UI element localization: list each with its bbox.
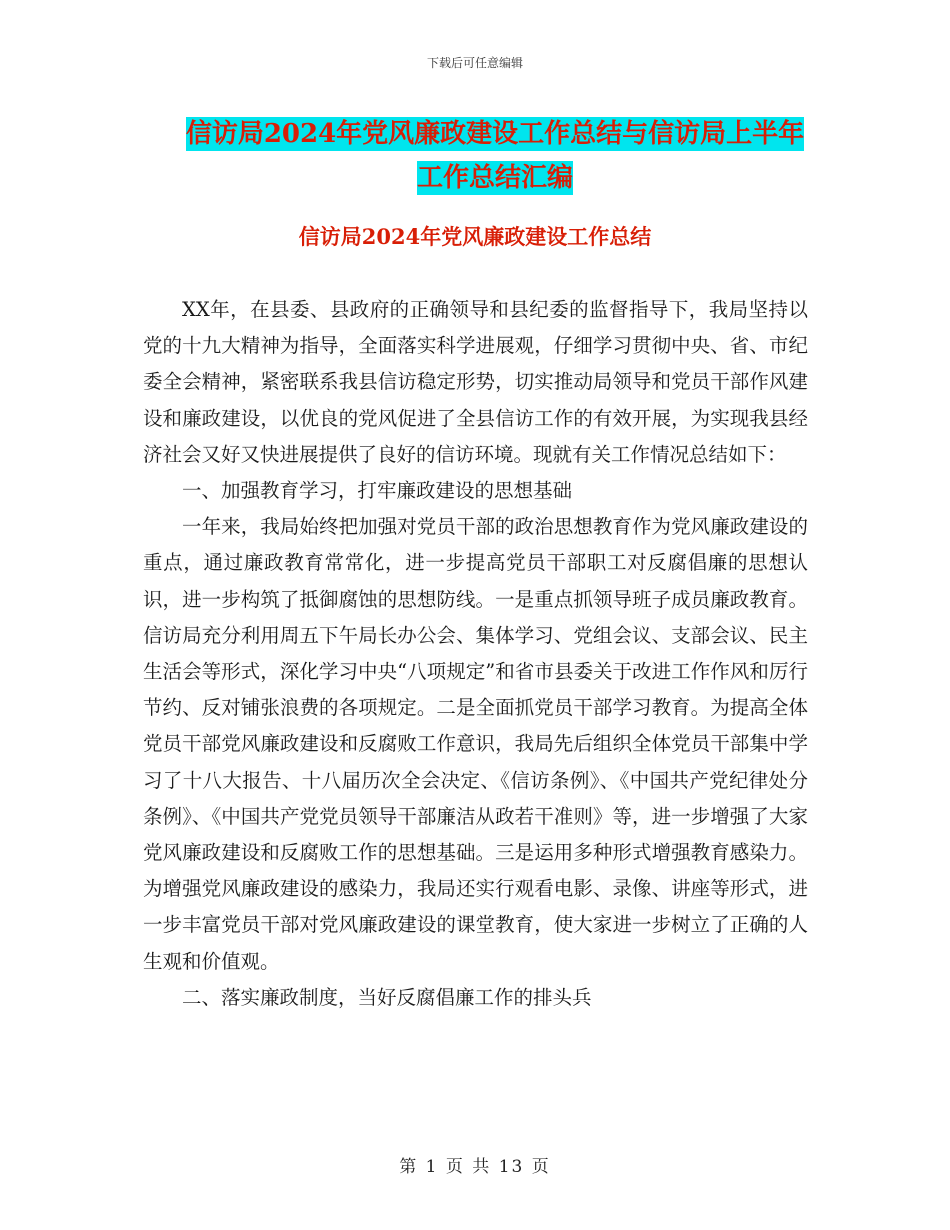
heading-section-2: 二、落实廉政制度，当好反腐倡廉工作的排头兵 — [182, 985, 592, 1009]
paragraph-intro: XX年，在县委、县政府的正确领导和县纪委的监督指导下，我局坚持以党的十九大精神为指导，全面落实科学进展观，仔细学习贯彻中央、省、市纪委全会精神，紧密联系我县信访稳定形势，切实推动局领导和党员干部作风建设和廉政建设，以优良的党风促进了全县信访工作的有效开展，为实现我县经济社会又好又快进展提供了良好的信访环境。现就有关工作情况总结如下： — [143, 298, 808, 466]
document-title-line1: 信访局2024年党风廉政建设工作总结与信访局上半年 — [185, 119, 805, 149]
heading-section-1: 一、加强教育学习，打牢廉政建设的思想基础 — [182, 479, 573, 503]
section-title: 信访局2024年党风廉政建设工作总结 — [298, 224, 652, 249]
page-footer: 第 1 页 共 13 页 — [399, 1157, 551, 1177]
header-note: 下载后可任意编辑 — [426, 56, 523, 70]
document-body — [143, 292, 808, 1016]
document-title — [140, 112, 850, 200]
paragraph-section-1: 一年来，我局始终把加强对党员干部的政治思想教育作为党风廉政建设的重点，通过廉政教育常常化，进一步提高党员干部职工对反腐倡廉的思想认识，进一步构筑了抵御腐蚀的思想防线。一是重点抓领导班子成员廉政教育。信访局充分利用周五下午局长办公会、集体学习、党组会议、支部会议、民主生活会等形式，深化学习中央“八项规定”和省市县委关于改进工作作风和厉行节约、反对铺张浪费的各项规定。二是全面抓党员干部学习教育。为提高全体党员干部党风廉政建设和反腐败工作意识，我局先后组织全体党员干部集中学习了十八大报告、十八届历次全会决定、《信访条例》、《中国共产党纪律处分条例》、《中国共产党党员领导干部廉洁从政若干准则》等，进一步增强了大家党风廉政建设和反腐败工作的思想基础。三是运用多种形式增强教育感染力。为增强党风廉政建设的感染力，我局还实行观看电影、录像、讲座等形式，进一步丰富党员干部对党风廉政建设的课堂教育，使大家进一步树立了正确的人生观和价值观。 — [143, 515, 808, 973]
document-title-line2: 工作总结汇编 — [416, 163, 573, 193]
